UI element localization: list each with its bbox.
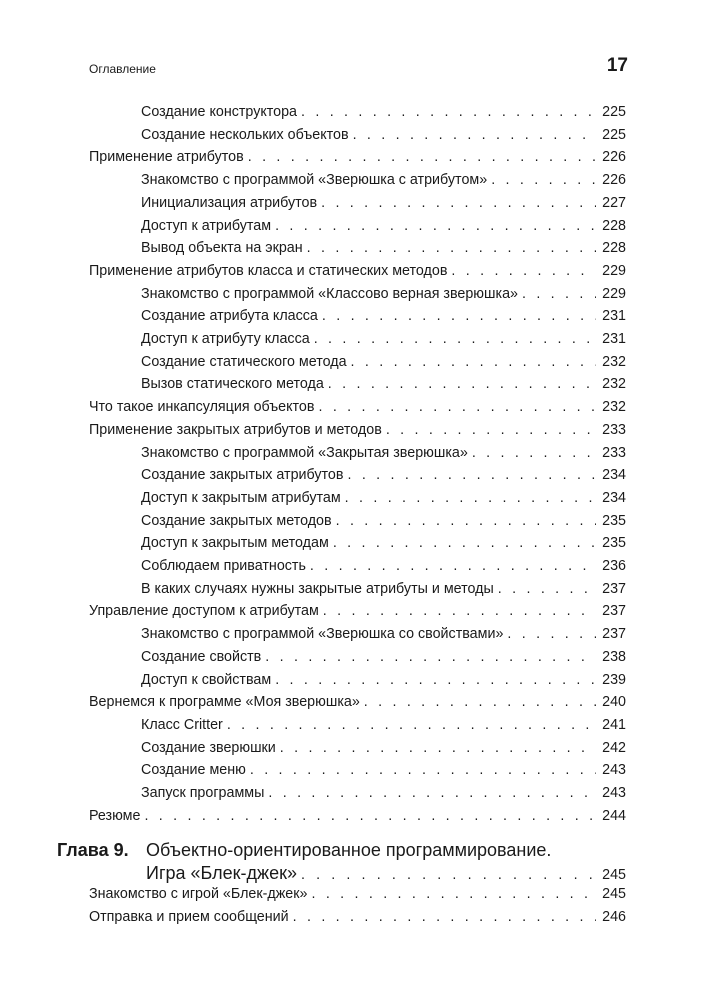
toc-entry: [141, 286, 626, 303]
toc-entry: [141, 218, 626, 235]
dot-leader: [472, 445, 596, 462]
toc-entry-page: 227: [602, 194, 626, 211]
dot-leader: [353, 127, 596, 144]
dot-leader: [336, 513, 596, 530]
toc-entry: [141, 467, 626, 484]
toc-entry-title: Знакомство с игрой «Блек-джек»: [89, 886, 308, 902]
toc-entry-page: 231: [602, 331, 626, 347]
toc-entry-title: Знакомство с программой «Зверюшка со свойствами»: [141, 626, 504, 643]
toc-entry: [141, 195, 626, 212]
dot-leader: [321, 195, 596, 212]
toc-entry-page: 238: [602, 648, 626, 665]
toc-entry: [89, 263, 626, 280]
toc-entry-page: 236: [602, 558, 626, 574]
dot-leader: [268, 785, 596, 802]
dot-leader: [311, 886, 596, 903]
toc-entry-page: 237: [602, 626, 626, 643]
toc-entry: [141, 127, 626, 144]
toc-entry-title: Применение атрибутов класса и статических методов: [89, 262, 448, 279]
toc-entry-title: Управление доступом к атрибутам: [89, 603, 319, 620]
toc-entry-title: Соблюдаем приватность: [141, 558, 306, 574]
toc-entry-title: Знакомство с программой «Зверюшка с атрибутом»: [141, 172, 488, 189]
toc-entry-title: Запуск программы: [141, 785, 265, 801]
toc-entry-page: 244: [602, 807, 626, 824]
toc-entry-title: Создание статического метода: [141, 353, 347, 370]
dot-leader: [351, 354, 596, 371]
dot-leader: [345, 490, 596, 507]
toc-entry-title: Создание свойств: [141, 648, 262, 665]
toc-entry-page: 232: [602, 399, 626, 416]
toc-entry-title: Доступ к свойствам: [141, 671, 272, 688]
toc-entry: [89, 603, 626, 620]
chapter-title-line1: Объектно-ориентированное программирование.: [146, 840, 552, 860]
dot-leader: [522, 286, 596, 303]
toc-entry: [89, 886, 626, 903]
toc-entry-page: 232: [602, 376, 626, 393]
toc-entry-page: 246: [602, 909, 626, 925]
toc-entry-page: 242: [602, 739, 626, 756]
dot-leader: [347, 467, 596, 484]
toc-entry-page: 225: [602, 126, 626, 143]
toc-entry: [141, 785, 626, 802]
dot-leader: [364, 694, 596, 711]
toc-entry-page: 233: [602, 444, 626, 461]
toc-entry-title: Создание закрытых атрибутов: [141, 467, 344, 484]
toc-entry: [141, 740, 626, 757]
toc-entry: [89, 909, 626, 926]
chapter-title-line2: Игра «Блек-джек»: [146, 863, 297, 883]
toc-entry-page: 241: [602, 716, 626, 733]
toc-entry-title: Применение закрытых атрибутов и методов: [89, 421, 382, 438]
dot-leader: [307, 240, 596, 257]
toc-entry-page: 225: [602, 104, 626, 120]
dot-leader: [498, 581, 596, 598]
toc-entry-title: Знакомство с программой «Закрытая зверюшка»: [141, 444, 468, 461]
chapter-number: Глава 9.: [57, 840, 129, 860]
dot-leader: [322, 308, 596, 325]
toc-entry: [141, 535, 626, 552]
toc-entry-page: 234: [602, 489, 626, 506]
toc-entry: [89, 808, 626, 825]
dot-leader: [323, 603, 596, 620]
toc-entry-page: 240: [602, 694, 626, 711]
toc-entry-title: Доступ к закрытым методам: [141, 535, 329, 552]
dot-leader: [328, 376, 596, 393]
toc-entry: [141, 376, 626, 393]
toc-entry-title: Знакомство с программой «Классово верная зверюшка»: [141, 285, 518, 302]
dot-leader: [275, 218, 596, 235]
toc-entry-title: Создание конструктора: [141, 104, 298, 120]
toc-entry: [141, 331, 626, 348]
dot-leader: [310, 558, 596, 575]
dot-leader: [318, 399, 596, 416]
dot-leader: [275, 672, 596, 689]
dot-leader: [265, 649, 596, 666]
toc-entry-title: Доступ к закрытым атрибутам: [141, 489, 341, 506]
dot-leader: [144, 808, 596, 825]
toc-entry-page: 243: [602, 785, 626, 801]
toc-entry-title: Что такое инкапсуляция объектов: [89, 399, 315, 416]
toc-entry: [141, 445, 626, 462]
toc-entry-title: Класс Critter: [141, 716, 223, 733]
dot-leader: [293, 909, 596, 926]
toc-entry-title: Применение атрибутов: [89, 149, 244, 166]
toc-entry-page: 239: [602, 671, 626, 688]
dot-leader: [314, 331, 596, 348]
toc-entry: [141, 649, 626, 666]
toc-entry-title: Вернемся к программе «Моя зверюшка»: [89, 694, 360, 711]
toc-entry-page: 229: [602, 262, 626, 279]
toc-entry-title: Доступ к атрибутам: [141, 217, 272, 234]
toc-entry: [141, 558, 626, 575]
toc-entry: [141, 672, 626, 689]
toc-entry-title: Резюме: [89, 807, 141, 824]
toc-entry-title: Создание зверюшки: [141, 739, 276, 756]
toc-entry-title: Отправка и прием сообщений: [89, 909, 289, 925]
toc-entry-page: 237: [602, 603, 626, 620]
toc-entry: [141, 762, 626, 779]
dot-leader: [248, 149, 596, 166]
toc-entry-title: Вывод объекта на экран: [141, 240, 303, 257]
toc-entry-page: 232: [602, 353, 626, 370]
toc-entry-page: 231: [602, 308, 626, 325]
toc-entry-page: 229: [602, 285, 626, 302]
toc-entry-title: Создание атрибута класса: [141, 308, 318, 325]
dot-leader: [386, 422, 596, 439]
toc-entry-page: 237: [602, 580, 626, 597]
toc-entry: [141, 104, 626, 121]
chapter-page-number: 245: [602, 867, 626, 883]
toc-entry: [141, 581, 626, 598]
toc-entry: [89, 399, 626, 416]
toc-entry: [141, 354, 626, 371]
running-head-page-number: 17: [606, 55, 628, 76]
toc-entry: [141, 172, 626, 189]
toc-entry-title: Создание закрытых методов: [141, 512, 332, 529]
toc-entry-title: Доступ к атрибуту класса: [141, 331, 310, 347]
toc-entry: [141, 717, 626, 734]
toc-entry-page: 243: [602, 762, 626, 779]
dot-leader: [301, 864, 598, 886]
toc-entry-title: Создание нескольких объектов: [141, 126, 349, 143]
toc-entry-title: Создание меню: [141, 762, 246, 779]
dot-leader: [280, 740, 596, 757]
toc-entry-page: 245: [602, 886, 626, 902]
dot-leader: [227, 717, 596, 734]
dot-leader: [507, 626, 596, 643]
toc-entry-page: 235: [602, 512, 626, 529]
toc-entry: [141, 240, 626, 257]
toc-entry: [141, 513, 626, 530]
toc-entry: [89, 422, 626, 439]
toc-entry-page: 226: [602, 172, 626, 189]
dot-leader: [491, 172, 596, 189]
dot-leader: [301, 104, 596, 121]
toc-entry-page: 228: [602, 217, 626, 234]
toc-entry-page: 228: [602, 240, 626, 257]
toc-entry: [141, 490, 626, 507]
chapter-title-entry: [146, 862, 626, 886]
running-head-section: Оглавление: [89, 62, 156, 76]
toc-entry: [89, 694, 626, 711]
toc-entry-title: Инициализация атрибутов: [141, 194, 318, 211]
dot-leader: [333, 535, 596, 552]
toc-entry-title: Вызов статического метода: [141, 376, 324, 393]
toc-entry-page: 233: [602, 421, 626, 438]
toc-entry: [141, 626, 626, 643]
toc-entry-title: В каких случаях нужны закрытые атрибуты и методы: [141, 580, 494, 597]
toc-entry-page: 226: [602, 149, 626, 166]
toc-entry-page: 234: [602, 467, 626, 484]
toc-entry-page: 235: [602, 535, 626, 552]
toc-entry: [89, 149, 626, 166]
toc-entry: [141, 308, 626, 325]
dot-leader: [250, 762, 596, 779]
dot-leader: [451, 263, 596, 280]
